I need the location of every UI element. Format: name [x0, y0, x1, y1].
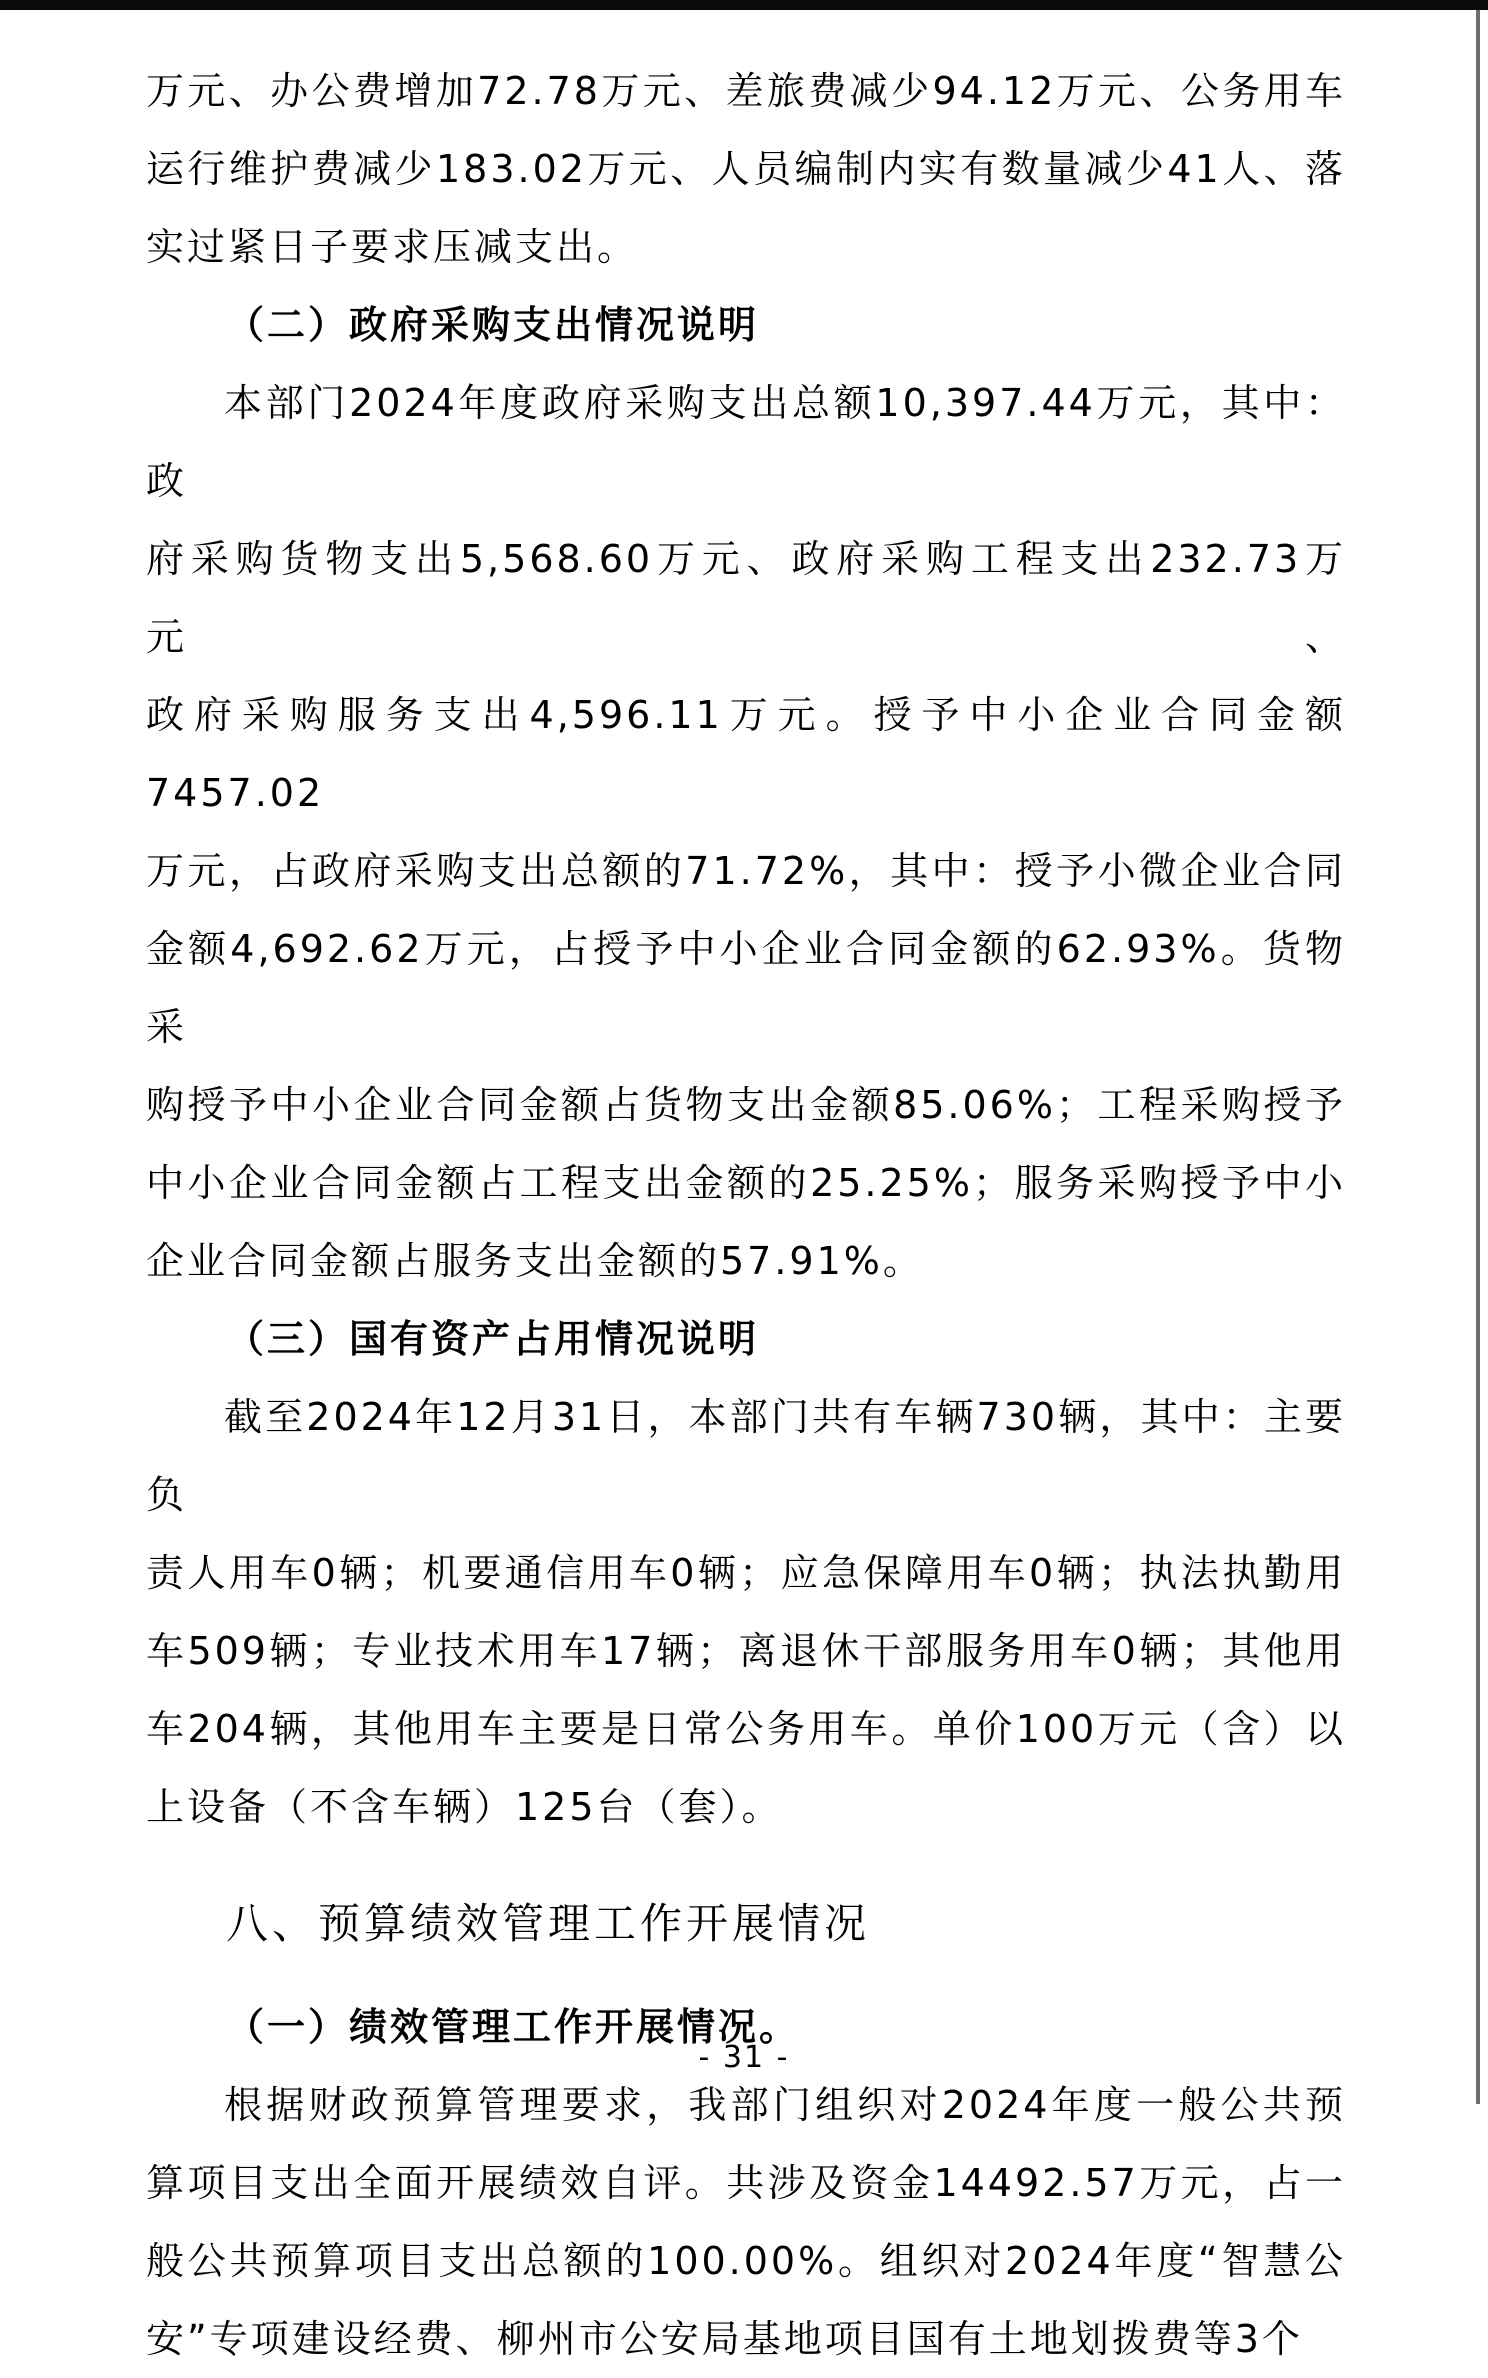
- text-line: 车204辆，其他用车主要是日常公务用车。单价100万元（含）以: [146, 1707, 1346, 1751]
- text-line: 责人用车0辆；机要通信用车0辆；应急保障用车0辆；执法执勤用: [146, 1551, 1346, 1595]
- paragraph: [146, 364, 1346, 1300]
- text-line: 车509辆；专业技术用车17辆；离退休干部服务用车0辆；其他用: [146, 1629, 1346, 1673]
- paragraph: [146, 1378, 1346, 1846]
- paragraph: [146, 52, 1346, 286]
- page-right-edge-line: [1476, 10, 1480, 2104]
- page-number: - 31 -: [698, 2040, 790, 2075]
- text-line: 本部门2024年度政府采购支出总额10,397.44万元，其中：政: [146, 381, 1346, 503]
- text-line: 金额4,692.62万元，占授予中小企业合同金额的62.93%。货物采: [146, 927, 1346, 1049]
- subsection-heading: （二）政府采购支出情况说明: [226, 303, 760, 347]
- text-line: 般公共预算项目支出总额的100.00%。组织对2024年度“智慧公: [146, 2239, 1346, 2283]
- page-top-border: [0, 0, 1488, 10]
- text-line: 企业合同金额占服务支出金额的57.91%。: [146, 1239, 924, 1283]
- text-line: 根据财政预算管理要求，我部门组织对2024年度一般公共预: [224, 2083, 1346, 2127]
- text-line: 运行维护费减少183.02万元、人员编制内实有数量减少41人、落: [146, 147, 1346, 191]
- text-line: 实过紧日子要求压减支出。: [146, 225, 639, 269]
- text-line: 中小企业合同金额占工程支出金额的25.25%；服务采购授予中小: [146, 1161, 1346, 1205]
- document-body: [146, 52, 1346, 2378]
- text-line: 购授予中小企业合同金额占货物支出金额85.06%；工程采购授予: [146, 1083, 1346, 1127]
- text-line: 府采购货物支出5,568.60万元、政府采购工程支出232.73万元、: [146, 537, 1346, 659]
- text-line: 安”专项建设经费、柳州市公安局基地项目国有土地划拨费等3个: [146, 2317, 1303, 2361]
- text-line: 上设备（不含车辆）125台（套）。: [146, 1785, 783, 1829]
- paragraph: [146, 2066, 1346, 2378]
- subsection-heading: （三）国有资产占用情况说明: [226, 1317, 760, 1361]
- text-line: 截至2024年12月31日，本部门共有车辆730辆，其中：主要负: [146, 1395, 1346, 1517]
- text-line: 算项目支出全面开展绩效自评。共涉及资金14492.57万元，占一: [146, 2161, 1346, 2205]
- text-line: 政府采购服务支出4,596.11万元。授予中小企业合同金额7457.02: [146, 693, 1346, 815]
- text-line: 万元，占政府采购支出总额的71.72%，其中：授予小微企业合同: [146, 849, 1346, 893]
- section-heading: 八、预算绩效管理工作开展情况: [226, 1899, 871, 1948]
- subsection-heading: （一）绩效管理工作开展情况。: [226, 2005, 801, 2049]
- text-line: 万元、办公费增加72.78万元、差旅费减少94.12万元、公务用车: [146, 69, 1346, 113]
